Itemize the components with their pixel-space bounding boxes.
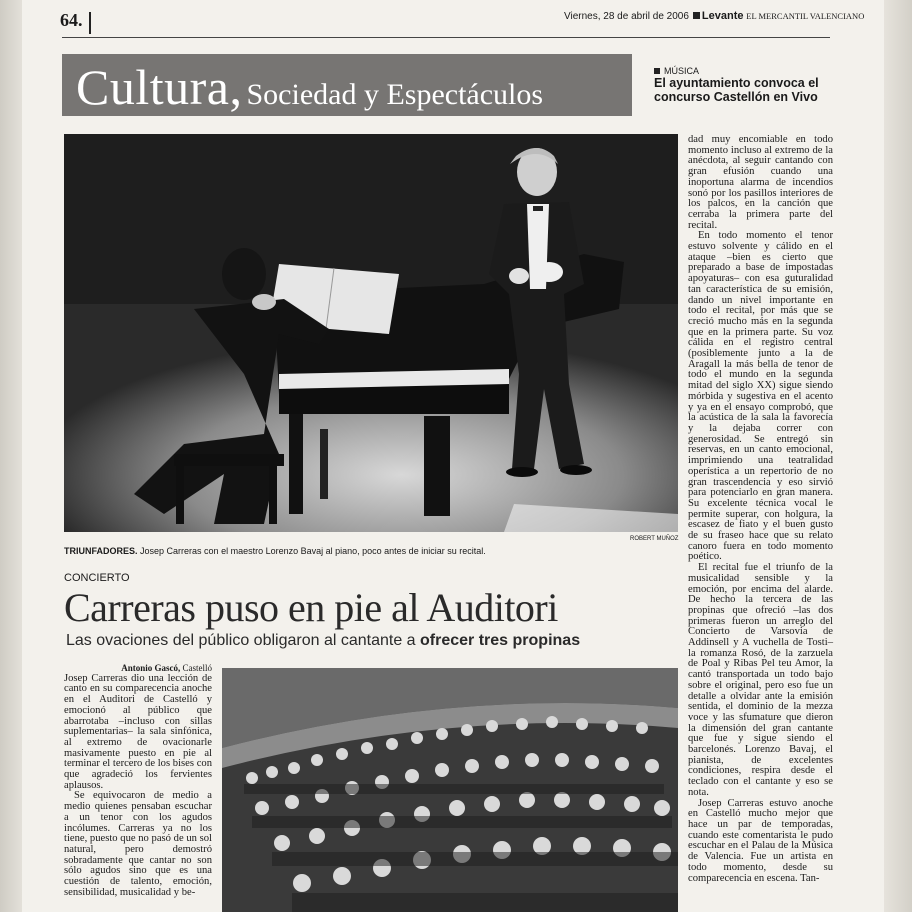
paper-left-edge xyxy=(0,0,22,912)
audience-photo xyxy=(222,668,678,912)
byline-author: Antonio Gascó, xyxy=(121,663,181,673)
concert-photo-illustration xyxy=(64,134,678,532)
article-kicker: CONCIERTO xyxy=(64,572,130,584)
article-headline[interactable]: Carreras puso en pie al Auditori xyxy=(64,585,558,630)
section-banner xyxy=(62,54,632,116)
teaser-kicker: MÚSICA xyxy=(664,66,700,76)
byline-place: Castelló xyxy=(182,663,212,673)
audience-photo-illustration xyxy=(222,668,678,912)
square-bullet-icon xyxy=(693,12,700,19)
publication-name: Levante xyxy=(701,10,744,22)
subhead-bold: ofrecer tres propinas xyxy=(420,632,581,649)
header-dateline xyxy=(564,10,864,22)
header-divider xyxy=(89,12,91,34)
header-rule xyxy=(62,37,830,38)
section-title-main: Cultura, xyxy=(76,59,243,115)
paragraph: Josep Carreras dio una lección de canto en su comparecencia anoche en el Auditori de Castelló y emocionó al público que abarrotaba –incluso con sillas suplementarias– la sala sinfónica, al extremo de ovacionarle masivamente puesto en pie al terminar el tercero de los bises con que agradeció los fervientes aplausos. xyxy=(64,672,212,791)
photo-caption xyxy=(64,546,486,556)
paragraph: Josep Carreras estuvo anoche en Castelló mucho mejor que hace un par de temporadas, cuando este comentarista le pudo escuchar en el Palau de la Música de Valencia. Fue un artista en todo momento, desde su comparecencia en escena. Tan- xyxy=(688,797,833,884)
caption-text: Josep Carreras con el maestro Lorenzo Bavaj al piano, poco antes de iniciar su recital. xyxy=(140,546,486,556)
paragraph: El recital fue el triunfo de la musicalidad sensible y la emoción, por encima del alarde. De hecho la tercera de las propinas que ofreció –las dos primeras fueron un arreglo del Concierto de Varsovia de Addinsell y A vuchella de Tosti– la romanza Rosó, de la zarzuela de Poal y Ribas Pel teu Amor, la cantó transportada un todo bajo sobre el original, pero eso fue un detalle a olvidar ante la emisión sentida, el dominio de la mezza voce y las sfumature que dieron la dimensión del gran cantante que fue y sigue siendo el barcelonés. Lorenzo Bavaj, el pianista, de excelentes condiciones, respira desde el teclado con el cantante y eso se nota. xyxy=(688,562,833,798)
paper-right-edge xyxy=(884,0,912,912)
article-column-left xyxy=(64,663,212,898)
header-date: Viernes, 28 de abril de 2006 xyxy=(564,11,689,22)
teaser-box[interactable] xyxy=(654,66,834,104)
publication-subtitle: EL MERCANTIL VALENCIANO xyxy=(746,11,865,21)
main-photo xyxy=(64,134,678,532)
photo-credit: ROBERT MUÑOZ xyxy=(630,536,679,542)
article-subhead xyxy=(66,632,580,650)
section-title xyxy=(76,58,543,116)
caption-lead: TRIUNFADORES. xyxy=(64,546,138,556)
paragraph: En todo momento el tenor estuvo solvente y cálido en el ataque –bien es cierto que preparado a base de impostadas apoyaturas– con esa guturalidad tan característica de su emisión, dando un nivel importante en todo el recital, por más que se creció mucho más en la segunda que en la primera parte. Su voz cálida en el registro central (posiblemente junto a la de Aragall la más bella de tenor de todo el mundo en la segunda mitad del siglo XX) sigue siendo mórbida y sugestiva en el acento y ya en el ensayo comprobó, que la acústica de la sala la favorecía y la dejaba correr con generosidad. Se entregó sin reservas, en un canto emocional, imprimiendo una teatralidad operística a un repertorio de no gran trascendencia y eso sirvió para potenciarlo en gran manera. Su excelente técnica vocal le permite superar, con holgura, la escasez de fiato y el buen gusto de su fraseo hace que su relato canoro fuera en todo momento poético. xyxy=(688,230,833,563)
square-bullet-icon xyxy=(654,68,660,74)
teaser-headline[interactable]: El ayuntamiento convoca el concurso Castellón en Vivo xyxy=(654,76,819,104)
subhead-plain: Las ovaciones del público obligaron al cantante a xyxy=(66,632,416,649)
article-column-right xyxy=(688,135,833,884)
page-number: 64. xyxy=(60,10,83,30)
paragraph: Se equivocaron de medio a medio quienes pensaban escuchar a un tenor con los agudos incólumes. Carreras ya no los tiene, puesto que no pasó de un sol natural, pero demostró sobradamente que cantar no son sólo agudos sino que es una cuestión de talento, emoción, sensibilidad, musicalidad y be- xyxy=(64,790,212,898)
paragraph: dad muy encomiable en todo momento incluso al extremo de la anécdota, al seguir cantando con gran efusión cuando una inoportuna alarma de incendios sonó por los pasillos interiores de los palcos, en la canción que cerraba la primera parte del recital. xyxy=(688,134,833,231)
teaser-kicker-row xyxy=(654,66,834,76)
section-title-sub: Sociedad y Espectáculos xyxy=(246,78,544,111)
